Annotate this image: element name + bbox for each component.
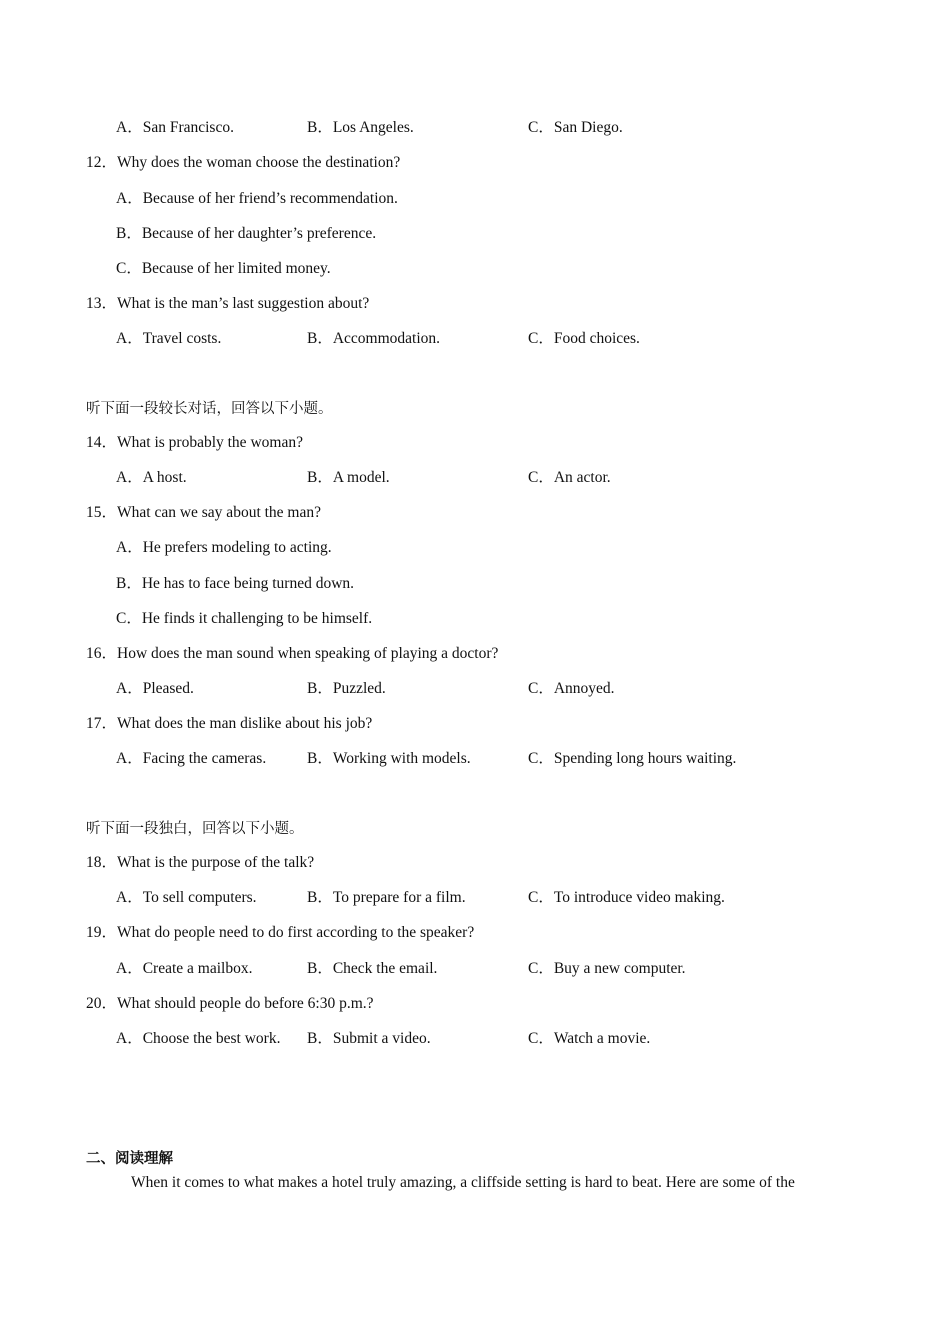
q19-option-b: B．Check the email. [307, 960, 438, 977]
q19-option-a: A．Create a mailbox. [116, 960, 253, 977]
q12-option-b: B．Because of her daughter’s preference. [116, 225, 377, 242]
q18-question: 18．What is the purpose of the talk? [86, 854, 315, 871]
q13-question: 13．What is the man’s last suggestion about? [86, 295, 370, 312]
q13-option-b: B．Accommodation. [307, 330, 441, 347]
q12-question: 12．Why does the woman choose the destination? [86, 154, 401, 171]
instruction-long-dialogue: 听下面一段较长对话，回答以下小题。 [86, 401, 333, 417]
q11-option-c: C．San Diego. [528, 119, 623, 136]
q13-option-a: A．Travel costs. [116, 330, 222, 347]
q18-option-b: B．To prepare for a film. [307, 889, 466, 906]
q17-question: 17．What does the man dislike about his job? [86, 715, 373, 732]
q11-option-a: A．San Francisco. [116, 119, 234, 136]
q20-option-a: A．Choose the best work. [116, 1030, 281, 1047]
q15-option-b: B．He has to face being turned down. [116, 575, 355, 592]
passage-first-line: When it comes to what makes a hotel truly amazing, a cliffside setting is hard to beat. Here are some of the [131, 1174, 795, 1191]
q15-option-c: C．He finds it challenging to be himself. [116, 610, 373, 627]
q20-question: 20．What should people do before 6:30 p.m.? [86, 995, 374, 1012]
q18-option-c: C．To introduce video making. [528, 889, 725, 906]
q14-question: 14．What is probably the woman? [86, 434, 303, 451]
q14-option-c: C．An actor. [528, 469, 611, 486]
q12-option-a: A．Because of her friend’s recommendation. [116, 190, 398, 207]
instruction-monologue: 听下面一段独白，回答以下小题。 [86, 821, 304, 837]
q14-option-b: B．A model. [307, 469, 390, 486]
q17-option-b: B．Working with models. [307, 750, 471, 767]
q11-option-b: B．Los Angeles. [307, 119, 414, 136]
q15-question: 15．What can we say about the man? [86, 504, 321, 521]
q17-option-c: C．Spending long hours waiting. [528, 750, 737, 767]
q16-option-a: A．Pleased. [116, 680, 194, 697]
q20-option-b: B．Submit a video. [307, 1030, 431, 1047]
q16-option-c: C．Annoyed. [528, 680, 615, 697]
q14-option-a: A．A host. [116, 469, 187, 486]
section-title-reading: 二、阅读理解 [86, 1151, 173, 1167]
q16-question: 16．How does the man sound when speaking of playing a doctor? [86, 645, 499, 662]
q16-option-b: B．Puzzled. [307, 680, 386, 697]
q18-option-a: A．To sell computers. [116, 889, 257, 906]
q15-option-a: A．He prefers modeling to acting. [116, 539, 332, 556]
q19-option-c: C．Buy a new computer. [528, 960, 686, 977]
q12-option-c: C．Because of her limited money. [116, 260, 331, 277]
q20-option-c: C．Watch a movie. [528, 1030, 651, 1047]
q19-question: 19．What do people need to do first according to the speaker? [86, 924, 475, 941]
q13-option-c: C．Food choices. [528, 330, 640, 347]
q17-option-a: A．Facing the cameras. [116, 750, 267, 767]
